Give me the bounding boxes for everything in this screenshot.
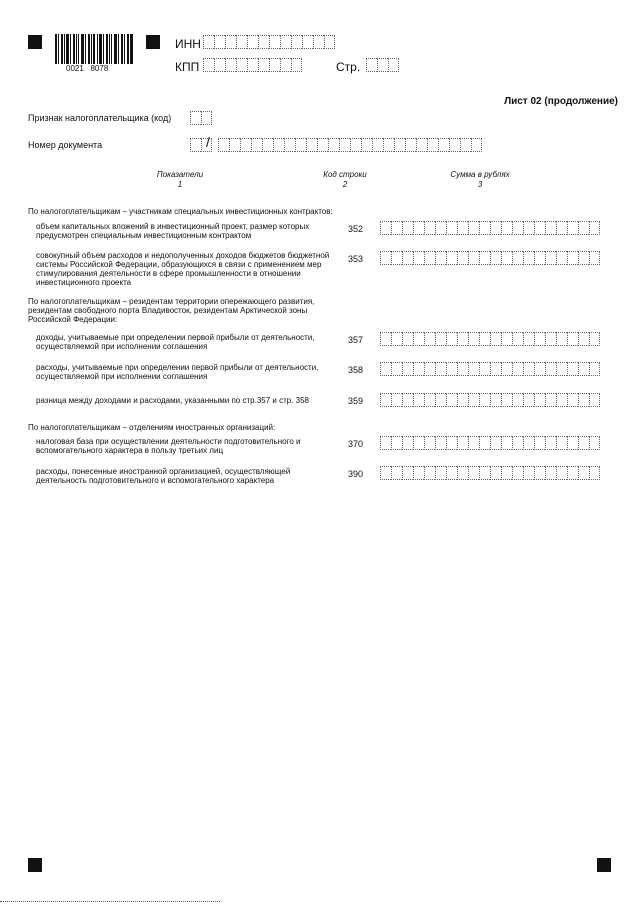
row-390-text: расходы, понесенные иностранной организацией, осуществляющей деятельность подготовительного и вспомогательного характера [36, 467, 291, 485]
inn-label: ИНН [175, 37, 201, 51]
corner-marker-bottom-left [28, 858, 42, 872]
corner-marker-bottom-right [597, 858, 611, 872]
page-label: Стр. [336, 60, 361, 74]
row-353-amount-field[interactable] [380, 251, 600, 265]
kpp-label: КПП [175, 60, 200, 74]
row-357-code: 357 [348, 335, 364, 345]
section-title: По налогоплательщикам – участникам специальных инвестиционных контрактов: [28, 207, 333, 216]
taxpayer-sign-field[interactable] [190, 111, 212, 125]
row-370-code: 370 [348, 439, 364, 449]
row-359-amount-field[interactable] [380, 393, 600, 407]
section-title: По налогоплательщикам – резидентам территории опережающего развития, резидентам свободного порта Владивосток, резидентам Арктической зоны Российской Федерации: [28, 297, 315, 324]
row-357-text: доходы, учитываемые при определении первой прибыли от деятельности, осуществляемой при исполнении соглашения [36, 333, 315, 351]
row-353-text: совокупный объем расходов и недополученных доходов бюджетов бюджетной системы Российской Федерации, образующихся в связи с применением мер стимулирования деятельности в сфере промышленности в отношении инвестиционного проекта [36, 251, 330, 287]
row-352-amount-field[interactable] [380, 221, 600, 235]
row-358-text: расходы, учитываемые при определении первой прибыли от деятельности, осуществляемой при исполнении соглашения [36, 363, 319, 381]
row-352-text: объем капитальных вложений в инвестиционный проект, размер которых предусмотрен специальным инвестиционным контрактом [36, 222, 310, 240]
corner-marker-top-left [28, 35, 42, 49]
kpp-field[interactable] [203, 58, 302, 72]
section-title: По налогоплательщикам – отделениям иностранных организаций: [28, 423, 276, 432]
corner-marker-top-mid [146, 35, 160, 49]
row-358-code: 358 [348, 365, 364, 375]
row-353-code: 353 [348, 254, 364, 264]
doc-number-label: Номер документа [28, 140, 103, 150]
footer-divider [0, 901, 220, 902]
row-390-code: 390 [348, 469, 364, 479]
sheet-title: Лист 02 (продолжение) [504, 96, 618, 107]
col-header-indicators: Показатели 1 [156, 170, 204, 189]
barcode-number: 0021 8078 [66, 64, 109, 73]
doc-number-separator: / [206, 134, 210, 150]
taxpayer-sign-label: Признак налогоплательщика (код) [28, 113, 172, 123]
row-370-text: налоговая база при осуществлении деятельности подготовительного и вспомогательного характера в пользу третьих лиц [36, 437, 301, 455]
col-header-line-code: Код строки 2 [323, 170, 367, 189]
row-359-text: разница между доходами и расходами, указанными по стр.357 и стр. 358 [36, 396, 309, 405]
page-number-field[interactable] [366, 58, 399, 72]
row-370-amount-field[interactable] [380, 436, 600, 450]
row-357-amount-field[interactable] [380, 332, 600, 346]
row-352-code: 352 [348, 224, 364, 234]
doc-number-part2[interactable] [218, 138, 482, 152]
row-359-code: 359 [348, 396, 364, 406]
barcode-icon [55, 34, 133, 64]
row-358-amount-field[interactable] [380, 362, 600, 376]
inn-field[interactable] [203, 35, 335, 49]
row-390-amount-field[interactable] [380, 466, 600, 480]
col-header-amount: Сумма в рублях 3 [450, 170, 510, 189]
